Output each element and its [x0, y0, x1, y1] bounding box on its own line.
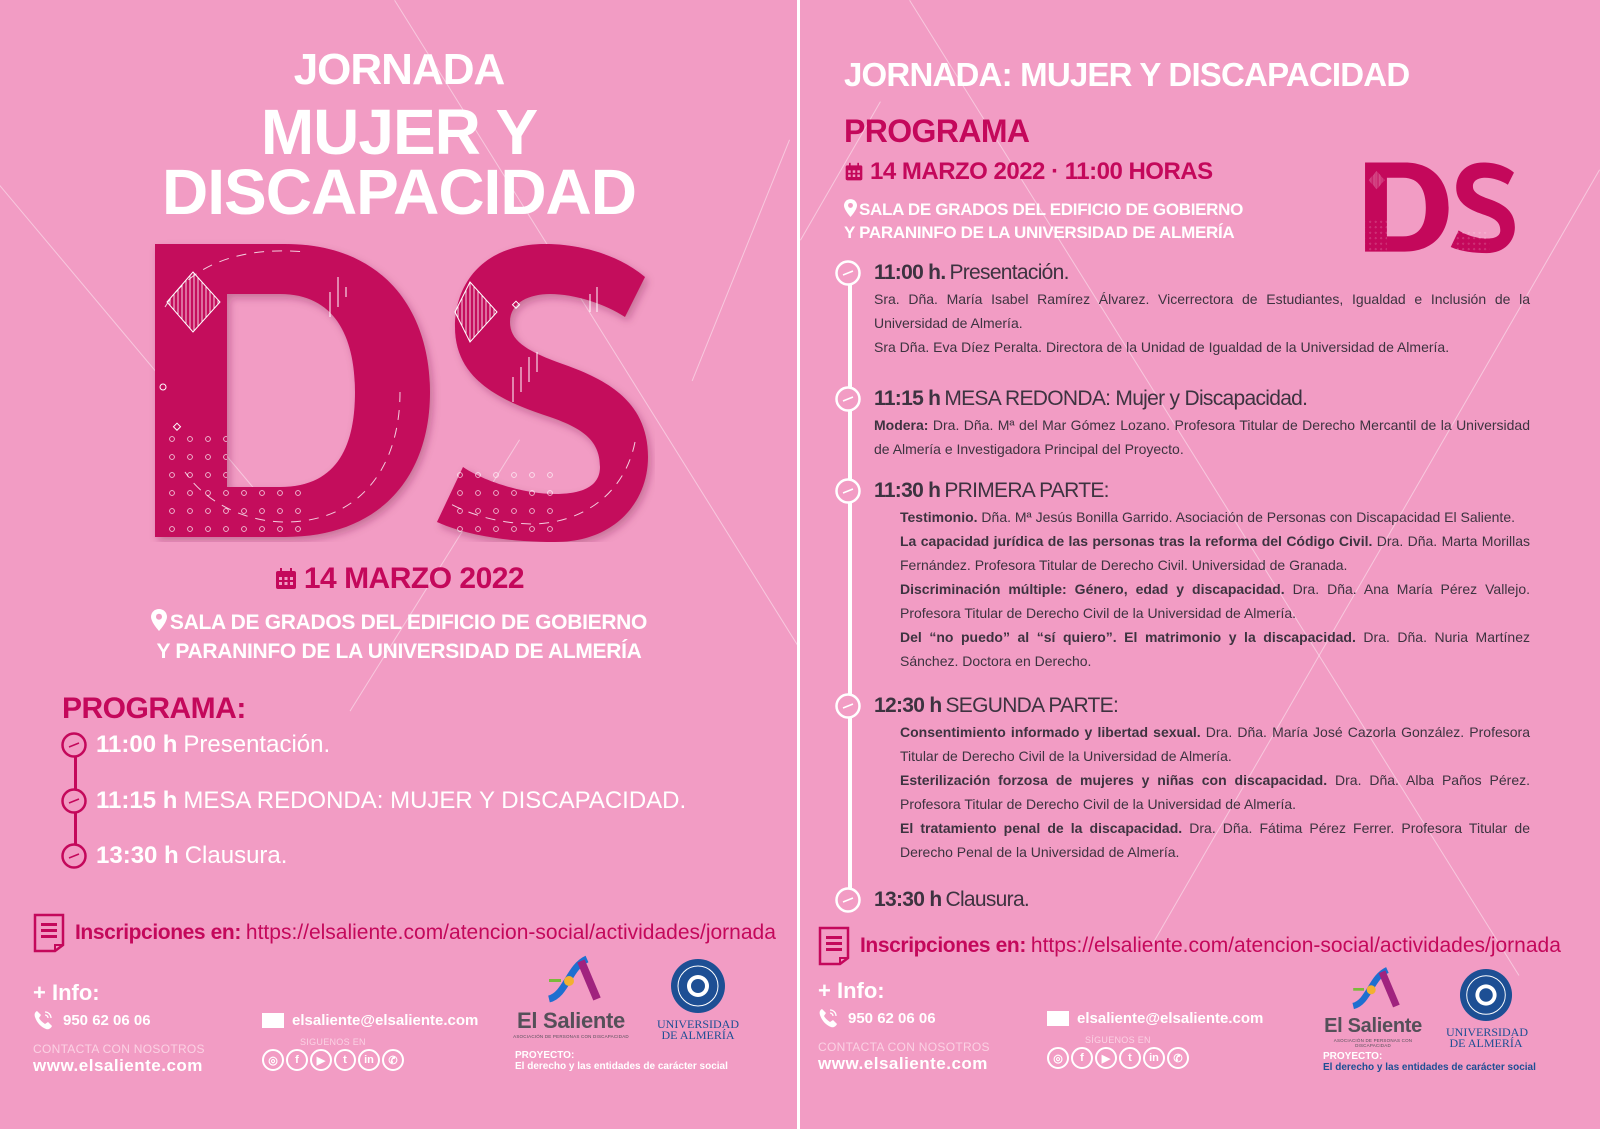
phone	[818, 1008, 990, 1028]
twitter-icon[interactable]: t	[334, 1049, 356, 1071]
schedule-time: 13:30 h	[874, 888, 942, 911]
info-heading: + Info:	[33, 980, 100, 1005]
clock-icon	[834, 477, 862, 505]
program-label: Presentación.	[183, 731, 331, 758]
registration-link[interactable]: https://elsaliente.com/atencion-social/actividades/jornada	[245, 921, 776, 944]
facebook-icon[interactable]: f	[286, 1049, 308, 1071]
title-mujer-y: MUJER Y	[260, 96, 538, 168]
registration-label: Inscripciones en:	[75, 921, 241, 944]
project-name: El derecho y las entidades de carácter social	[1323, 1062, 1536, 1073]
event-date-text: 14 MARZO 2022	[303, 562, 525, 595]
registration-label: Inscripciones en:	[860, 934, 1026, 957]
venue-line-1: SALA DE GRADOS DEL EDIFICIO DE GOBIERNO	[169, 611, 648, 634]
phone	[33, 1010, 205, 1030]
right-info-block	[818, 978, 990, 1074]
website-link[interactable]: www.elsaliente.com	[818, 1054, 988, 1073]
contact-label: CONTACTA CON NOSOTROS	[33, 1042, 205, 1056]
instagram-icon[interactable]: ◎	[262, 1049, 284, 1071]
schedule-block	[834, 259, 1530, 359]
el-saliente-tagline: ASOCIACIÓN DE PERSONAS CON DISCAPACIDAD	[513, 1034, 629, 1039]
registration	[33, 913, 776, 953]
poster-left	[0, 0, 798, 1129]
email-address[interactable]: elsaliente@elsaliente.com	[1077, 1010, 1264, 1027]
social-links	[262, 1049, 478, 1071]
project-label: PROYECTO:	[515, 1050, 575, 1061]
program-time: 11:00 h	[96, 731, 178, 758]
info-block	[33, 980, 205, 1076]
schedule-details	[834, 505, 1530, 673]
program-label: MESA REDONDA: MUJER Y DISCAPACIDAD.	[183, 787, 687, 814]
university-seal-icon	[670, 958, 726, 1014]
location-pin-icon	[151, 609, 167, 631]
project-label: PROYECTO:	[1323, 1051, 1383, 1062]
schedule-title: Clausura.	[945, 888, 1030, 911]
linkedin-icon[interactable]: in	[358, 1049, 380, 1071]
clock-icon	[834, 692, 862, 720]
contact-label: CONTACTA CON NOSOTROS	[818, 1040, 990, 1054]
programa-heading: PROGRAMA:	[62, 692, 246, 725]
venue-line-2: Y PARANINFO DE LA UNIVERSIDAD DE ALMERÍA	[156, 640, 642, 663]
university-seal-icon	[1459, 968, 1513, 1022]
schedule-heading	[834, 886, 1530, 914]
right-email-block	[1047, 1010, 1263, 1069]
program-time: 11:15 h	[96, 787, 178, 814]
document-icon	[33, 913, 65, 953]
youtube-icon[interactable]: ▶	[310, 1049, 332, 1071]
right-registration	[818, 926, 1561, 966]
schedule-time: 11:15 h	[874, 387, 941, 410]
email-block	[262, 1012, 478, 1071]
event-date	[0, 562, 798, 596]
speaker-line: Modera: Dra. Dña. Mª del Mar Gómez Lozano. Profesora Titular de Derecho Mercantil de la Universidad de Almería e Investigadora Principal del Proyecto.	[874, 417, 1530, 457]
clock-icon	[60, 842, 88, 870]
schedule-details	[834, 413, 1530, 461]
speaker-line: Sra. Dña. María Isabel Ramírez Álvarez. Vicerrectora de Estudiantes, Igualdad e Inclusión de la Universidad de Almería.	[874, 291, 1530, 331]
phone-number[interactable]: 950 62 06 06	[848, 1009, 936, 1027]
schedule-details	[834, 287, 1530, 359]
schedule-heading	[834, 477, 1530, 505]
title-jornada: JORNADA	[293, 45, 505, 94]
envelope-icon	[262, 1013, 284, 1028]
ds-monogram	[145, 232, 655, 542]
email-address[interactable]: elsaliente@elsaliente.com	[292, 1012, 479, 1029]
clock-icon	[834, 886, 862, 914]
logo-universidad-almeria	[1446, 968, 1526, 1049]
right-venue-line-2: Y PARANINFO DE LA UNIVERSIDAD DE ALMERÍA	[844, 223, 1235, 242]
schedule-heading	[834, 259, 1530, 287]
phone-number[interactable]: 950 62 06 06	[63, 1011, 151, 1029]
envelope-icon	[1047, 1011, 1069, 1026]
right-event-date	[844, 158, 1213, 186]
project-info	[1323, 1051, 1536, 1073]
whatsapp-icon[interactable]: ✆	[1167, 1047, 1189, 1069]
schedule-details	[834, 720, 1530, 864]
talk-line: Testimonio. Dña. Mª Jesús Bonilla Garrido. Asociación de Personas con Discapacidad El Saliente.	[900, 509, 1515, 525]
linkedin-icon[interactable]: in	[1143, 1047, 1165, 1069]
project-name: El derecho y las entidades de carácter social	[515, 1061, 728, 1072]
schedule-time: 11:00 h.	[874, 261, 946, 284]
calendar-icon	[844, 162, 864, 182]
logo-el-saliente	[512, 955, 630, 1039]
schedule-time: 11:30 h	[874, 479, 941, 502]
talk-line: Esterilización forzosa de mujeres y niñas con discapacidad. Dra. Dña. Alba Paños Pérez. Profesora Titular de Derecho Civil de la Universidad de Almería.	[900, 772, 1531, 812]
schedule-heading	[834, 385, 1530, 413]
el-saliente-name: El Saliente	[1324, 1015, 1422, 1037]
talk-line: Discriminación múltiple: Género, edad y discapacidad. Dra. Dña. Ana María Pérez Vallejo. Profesora Titular de Derecho Civil de la Universidad de Almería.	[900, 581, 1531, 621]
el-saliente-tagline: ASOCIACIÓN DE PERSONAS CON DISCAPACIDAD	[1333, 1038, 1413, 1048]
schedule-title: Presentación.	[949, 261, 1069, 284]
title-discapacidad: DISCAPACIDAD	[162, 156, 636, 228]
clock-icon	[834, 259, 862, 287]
right-title: JORNADA: MUJER Y DISCAPACIDAD	[844, 56, 1410, 93]
info-heading: + Info:	[818, 978, 885, 1003]
youtube-icon[interactable]: ▶	[1095, 1047, 1117, 1069]
talk-line: Del “no puedo” al “sí quiero”. El matrimonio y la discapacidad. Dra. Dña. Nuria Martínez Sánchez. Doctora en Derecho.	[900, 629, 1530, 669]
el-saliente-name: El Saliente	[517, 1008, 625, 1033]
social-links	[1047, 1047, 1263, 1069]
email	[262, 1012, 478, 1029]
talk-line: El tratamiento penal de la discapacidad. Dra. Dña. Fátima Pérez Ferrer. Profesora Titular de Derecho Penal de la Universidad de Almería.	[900, 820, 1530, 860]
phone-icon	[33, 1010, 53, 1030]
project-info	[515, 1050, 728, 1072]
ds-monogram-small	[1362, 158, 1517, 254]
follow-label: SÍGUENOS EN	[1085, 1035, 1151, 1045]
logo-el-saliente	[1318, 966, 1428, 1048]
program-item	[60, 729, 330, 761]
ual-line-1: UNIVERSIDAD	[1446, 1025, 1528, 1039]
facebook-icon[interactable]: f	[1071, 1047, 1093, 1069]
right-event-date-text: 14 MARZO 2022 · 11:00 HORAS	[870, 158, 1213, 185]
clock-icon	[834, 385, 862, 413]
follow-label: SIGUENOS EN	[300, 1037, 366, 1047]
schedule-title: SEGUNDA PARTE:	[945, 694, 1119, 717]
email	[1047, 1010, 1263, 1027]
ual-line-1: UNIVERSIDAD	[657, 1017, 739, 1031]
schedule-heading	[834, 692, 1530, 720]
phone-icon	[818, 1008, 838, 1028]
schedule-block	[834, 692, 1530, 864]
registration-link[interactable]: https://elsaliente.com/atencion-social/actividades/jornada	[1030, 934, 1561, 957]
talk-line: Consentimiento informado y libertad sexual. Dra. Dña. María José Cazorla González. Profesora Titular de Derecho Civil de la Universidad de Almería.	[900, 724, 1531, 764]
el-saliente-mark-icon	[1346, 966, 1400, 1010]
program-item	[60, 840, 287, 872]
program-label: Clausura.	[184, 842, 288, 869]
schedule-title: MESA REDONDA: Mujer y Discapacidad.	[944, 387, 1308, 410]
instagram-icon[interactable]: ◎	[1047, 1047, 1069, 1069]
event-venue	[0, 608, 798, 666]
schedule-block	[834, 886, 1530, 914]
ual-line-2: DE ALMERÍA	[1449, 1036, 1523, 1050]
speaker-line: Sra Dña. Eva Díez Peralta. Directora de la Unidad de Igualdad de la Universidad de Almería.	[874, 339, 1450, 355]
el-saliente-mark-icon	[541, 955, 601, 1003]
schedule-block	[834, 477, 1530, 673]
schedule-time: 12:30 h	[874, 694, 942, 717]
website-link[interactable]: www.elsaliente.com	[33, 1056, 203, 1075]
clock-icon	[60, 731, 88, 759]
schedule-block	[834, 385, 1530, 461]
location-pin-icon	[844, 199, 857, 217]
program-time: 13:30 h	[96, 842, 179, 869]
program-item	[60, 785, 686, 817]
right-programa-heading: PROGRAMA	[844, 113, 1030, 149]
right-event-venue	[844, 198, 1243, 244]
whatsapp-icon[interactable]: ✆	[382, 1049, 404, 1071]
clock-icon	[60, 787, 88, 815]
right-venue-line-1: SALA DE GRADOS DEL EDIFICIO DE GOBIERNO	[859, 200, 1244, 219]
logo-universidad-almeria	[656, 958, 740, 1041]
ual-line-2: DE ALMERÍA	[661, 1028, 735, 1042]
twitter-icon[interactable]: t	[1119, 1047, 1141, 1069]
talk-line: La capacidad jurídica de las personas tras la reforma del Código Civil. Dra. Dña. Marta Morillas Fernández. Profesora Titular de Derecho Civil. Universidad de Granada.	[900, 533, 1531, 573]
calendar-icon	[274, 567, 298, 591]
schedule-title: PRIMERA PARTE:	[944, 479, 1109, 502]
document-icon	[818, 926, 850, 966]
